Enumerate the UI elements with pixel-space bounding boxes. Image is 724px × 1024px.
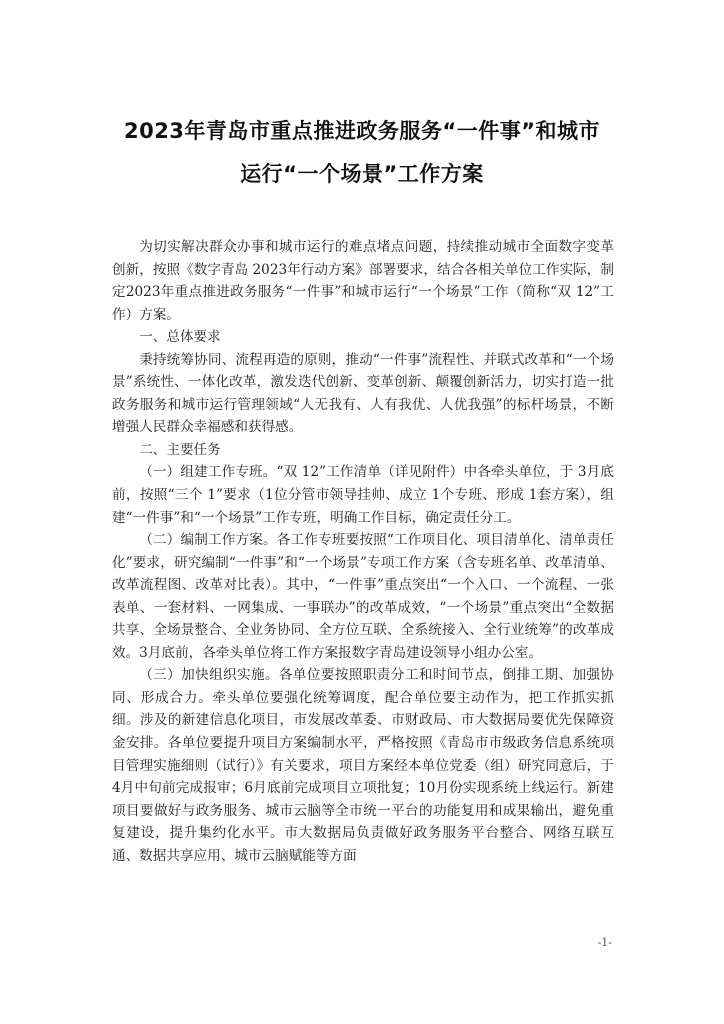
- document-body: [112, 236, 614, 867]
- page-number: -1-: [597, 936, 612, 949]
- task-2-paragraph: （二）编制工作方案。各工作专班要按照“工作项目化、项目清单化、清单责任化”要求，研究编制“一件事”和“一个场景”专项工作方案（含专班名单、改革清单、改革流程图、改革对比表）。其中，“一件事”重点突出“一个入口、一个流程、一张表单、一套材料、一网集成、一事联办”的改革成效，“一个场景”重点突出“全数据共享、全场景整合、全业务协同、全方位互联、全系统接入、全行业统筹”的改革成效。3月底前，各牵头单位将工作方案报数字青岛建设领导小组办公室。: [112, 532, 614, 661]
- section-heading-tasks: 二、主要任务: [139, 441, 221, 458]
- document-title-line2: 运行“一个场景”工作方案: [240, 162, 484, 186]
- task-3-paragraph: （三）加快组织实施。各单位要按照职责分工和时间节点，倒排工期、加强协同、形成合力。牵头单位要强化统筹调度，配合单位要主动作为，把工作抓实抓细。涉及的新建信息化项目，市发展改革委、市财政局、市大数据局要优先保障资金安排。各单位要提升项目方案编制水平，严格按照《青岛市市级政务信息系统项目管理实施细则（试行）》有关要求，项目方案经本单位党委（组）研究同意后，于 4月中旬前完成报审；6月底前完成项目立项批复；10月份实现系统上线运行。新建项目要做好与政务服务、城市云脑等全市统一平台的功能复用和成果输出，避免重复建设，提升集约化水平。市大数据局负责做好政务服务平台整合、网络互联互通、数据共享应用、城市云脑赋能等方面: [112, 667, 614, 864]
- general-requirements-paragraph: 秉持统筹协同、流程再造的原则，推动“一件事”流程性、并联式改革和“一个场景”系统性、一体化改革，激发迭代创新、变革创新、颠覆创新活力，切实打造一批政务服务和城市运行管理领域“人无我有、人有我优、人优我强”的标杆场景，不断增强人民群众幸福感和获得感。: [112, 351, 614, 436]
- section-heading-general: 一、总体要求: [139, 329, 221, 346]
- document-title-line1: 2023年青岛市重点推进政务服务“一件事”和城市: [123, 119, 601, 143]
- intro-paragraph: 为切实解决群众办事和城市运行的难点堵点问题，持续推动城市全面数字变革创新，按照《数字青岛 2023年行动方案》部署要求，结合各相关单位工作实际，制定2023年重点推进政务服务“一件事”和城市运行“一个场景”工作（简称“双 12”工作）方案。: [112, 239, 614, 323]
- task-1-paragraph: （一）组建工作专班。“双 12”工作清单（详见附件）中各牵头单位，于 3月底前，按照“三个 1”要求（1位分管市领导挂帅、成立 1个专班、形成 1套方案），组建“一件事”和“一个场景”工作专班，明确工作目标，确定责任分工。: [112, 464, 614, 526]
